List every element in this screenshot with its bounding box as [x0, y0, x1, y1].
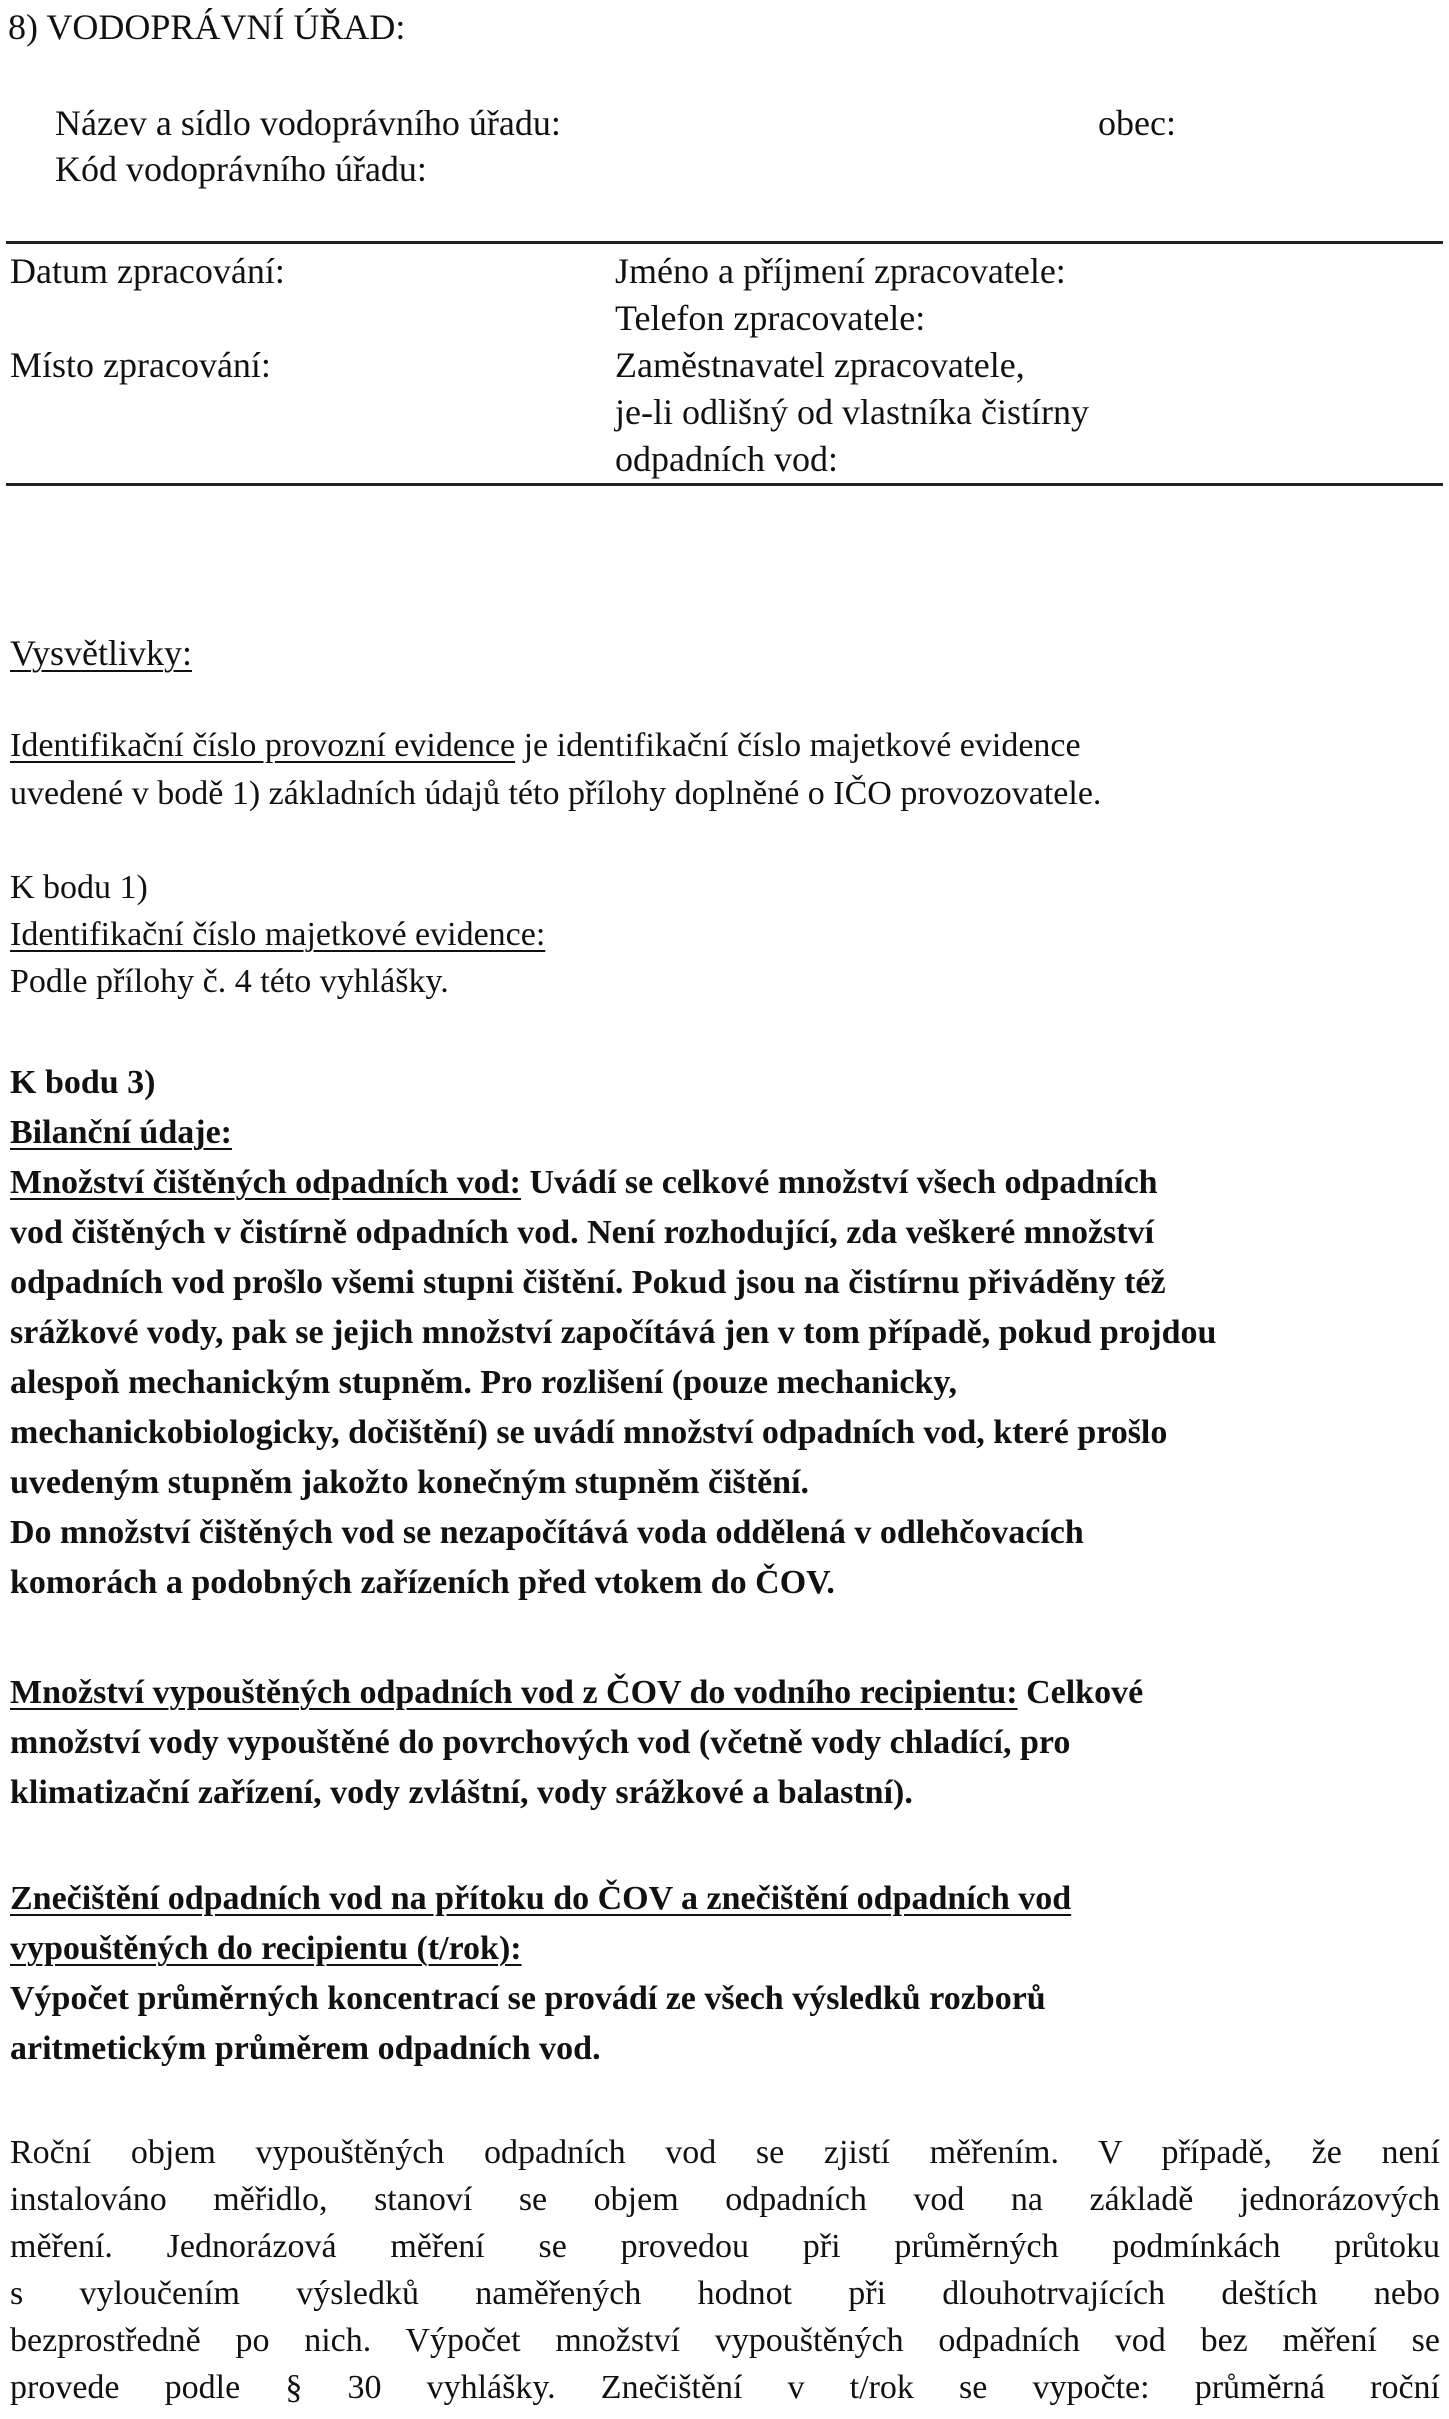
- point1-text: Podle přílohy č. 4 této vyhlášky.: [10, 963, 449, 1000]
- pollution-line1: Výpočet průměrných koncentrací se provádí ze všech výsledků rozborů: [10, 1980, 1046, 2017]
- processor-name-label: Jméno a příjmení zpracovatele:: [615, 251, 1066, 291]
- discharged-term: Množství vypouštěných odpadních vod z ČOV do vodního recipientu:: [10, 1674, 1018, 1711]
- point3-heading: K bodu 3): [10, 1064, 156, 1101]
- office-code-label: Kód vodoprávního úřadu:: [55, 149, 427, 189]
- employer-label-line1: Zaměstnavatel zpracovatele,: [615, 345, 1025, 385]
- treated-line1: [10, 1158, 1158, 1208]
- office-name-label: Název a sídlo vodoprávního úřadu:: [55, 103, 561, 143]
- processing-place-label: Místo zpracování:: [10, 345, 271, 385]
- id-text-line2: uvedené v bodě 1) základních údajů této přílohy doplněné o IČO provozovatele.: [10, 775, 1102, 812]
- discharged-line3: klimatizační zařízení, vody zvláštní, vody srážkové a balastní).: [10, 1774, 913, 1811]
- discharged-line1-rest: Celkové: [1017, 1674, 1144, 1711]
- treated-line7: uvedeným stupněm jakožto konečným stupněm čištění.: [10, 1464, 810, 1501]
- point3-term: Bilanční údaje:: [10, 1114, 232, 1151]
- annual-line2: instalováno měřidlo, stanoví se objem odpadních vod na základě jednorázových: [10, 2181, 1440, 2218]
- processing-date-label: Datum zpracování:: [10, 251, 285, 291]
- municipality-label: obec:: [1098, 103, 1176, 143]
- discharged-line1: [10, 1668, 1143, 1718]
- treated-line3: odpadních vod prošlo všemi stupni čištění. Pokud jsou na čistírnu přiváděny též: [10, 1264, 1166, 1301]
- treated-line2: vod čištěných v čistírně odpadních vod. Není rozhodující, zda veškeré množství: [10, 1214, 1155, 1251]
- point1-term: Identifikační číslo majetkové evidence:: [10, 916, 546, 953]
- treated-line8: Do množství čištěných vod se nezapočítává voda oddělená v odlehčovacích: [10, 1514, 1084, 1551]
- treated-line1-rest: Uvádí se celkové množství všech odpadních: [521, 1164, 1158, 1201]
- employer-label-line3: odpadních vod:: [615, 439, 838, 479]
- section-heading: 8) VODOPRÁVNÍ ÚŘAD:: [8, 7, 406, 47]
- treated-line4: srážkové vody, pak se jejich množství započítává jen v tom případě, pokud projdou: [10, 1314, 1217, 1351]
- annual-line4: s vyloučením výsledků naměřených hodnot při dlouhotrvajících deštích nebo: [10, 2275, 1440, 2312]
- annual-line1: Roční objem vypouštěných odpadních vod se zjistí měřením. V případě, že není: [10, 2134, 1440, 2171]
- id-paragraph-line1: [10, 721, 1081, 771]
- id-term: Identifikační číslo provozní evidence: [10, 727, 516, 764]
- point1-heading: K bodu 1): [10, 869, 148, 906]
- explanations-heading: Vysvětlivky:: [10, 633, 193, 673]
- processor-phone-label: Telefon zpracovatele:: [615, 298, 926, 338]
- annual-line5: bezprostředně po nich. Výpočet množství vypouštěných odpadních vod bez měření se: [10, 2322, 1440, 2359]
- pollution-term-line2: vypouštěných do recipientu (t/rok):: [10, 1930, 522, 1967]
- employer-label-line2: je-li odlišný od vlastníka čistírny: [615, 392, 1089, 432]
- treated-line9: komorách a podobných zařízeních před vtokem do ČOV.: [10, 1564, 835, 1601]
- annual-volume-paragraph: [10, 2129, 1440, 2411]
- treated-line6: mechanickobiologicky, dočištění) se uvádí množství odpadních vod, které prošlo: [10, 1414, 1168, 1451]
- id-text-line1: je identifikační číslo majetkové evidence: [515, 727, 1081, 764]
- divider-top: [6, 241, 1443, 244]
- divider-bottom: [6, 483, 1443, 486]
- treated-term: Množství čištěných odpadních vod:: [10, 1164, 521, 1201]
- treated-line5: alespoň mechanickým stupněm. Pro rozlišení (pouze mechanicky,: [10, 1364, 957, 1401]
- discharged-line2: množství vody vypouštěné do povrchových vod (včetně vody chladící, pro: [10, 1724, 1071, 1761]
- annual-line6: provede podle § 30 vyhlášky. Znečištění v t/rok se vypočte: průměrná roční: [10, 2369, 1440, 2406]
- annual-line3: měření. Jednorázová měření se provedou při průměrných podmínkách průtoku: [10, 2228, 1440, 2265]
- pollution-term-line1: Znečištění odpadních vod na přítoku do ČOV a znečištění odpadních vod: [10, 1880, 1072, 1917]
- pollution-line2: aritmetickým průměrem odpadních vod.: [10, 2030, 601, 2067]
